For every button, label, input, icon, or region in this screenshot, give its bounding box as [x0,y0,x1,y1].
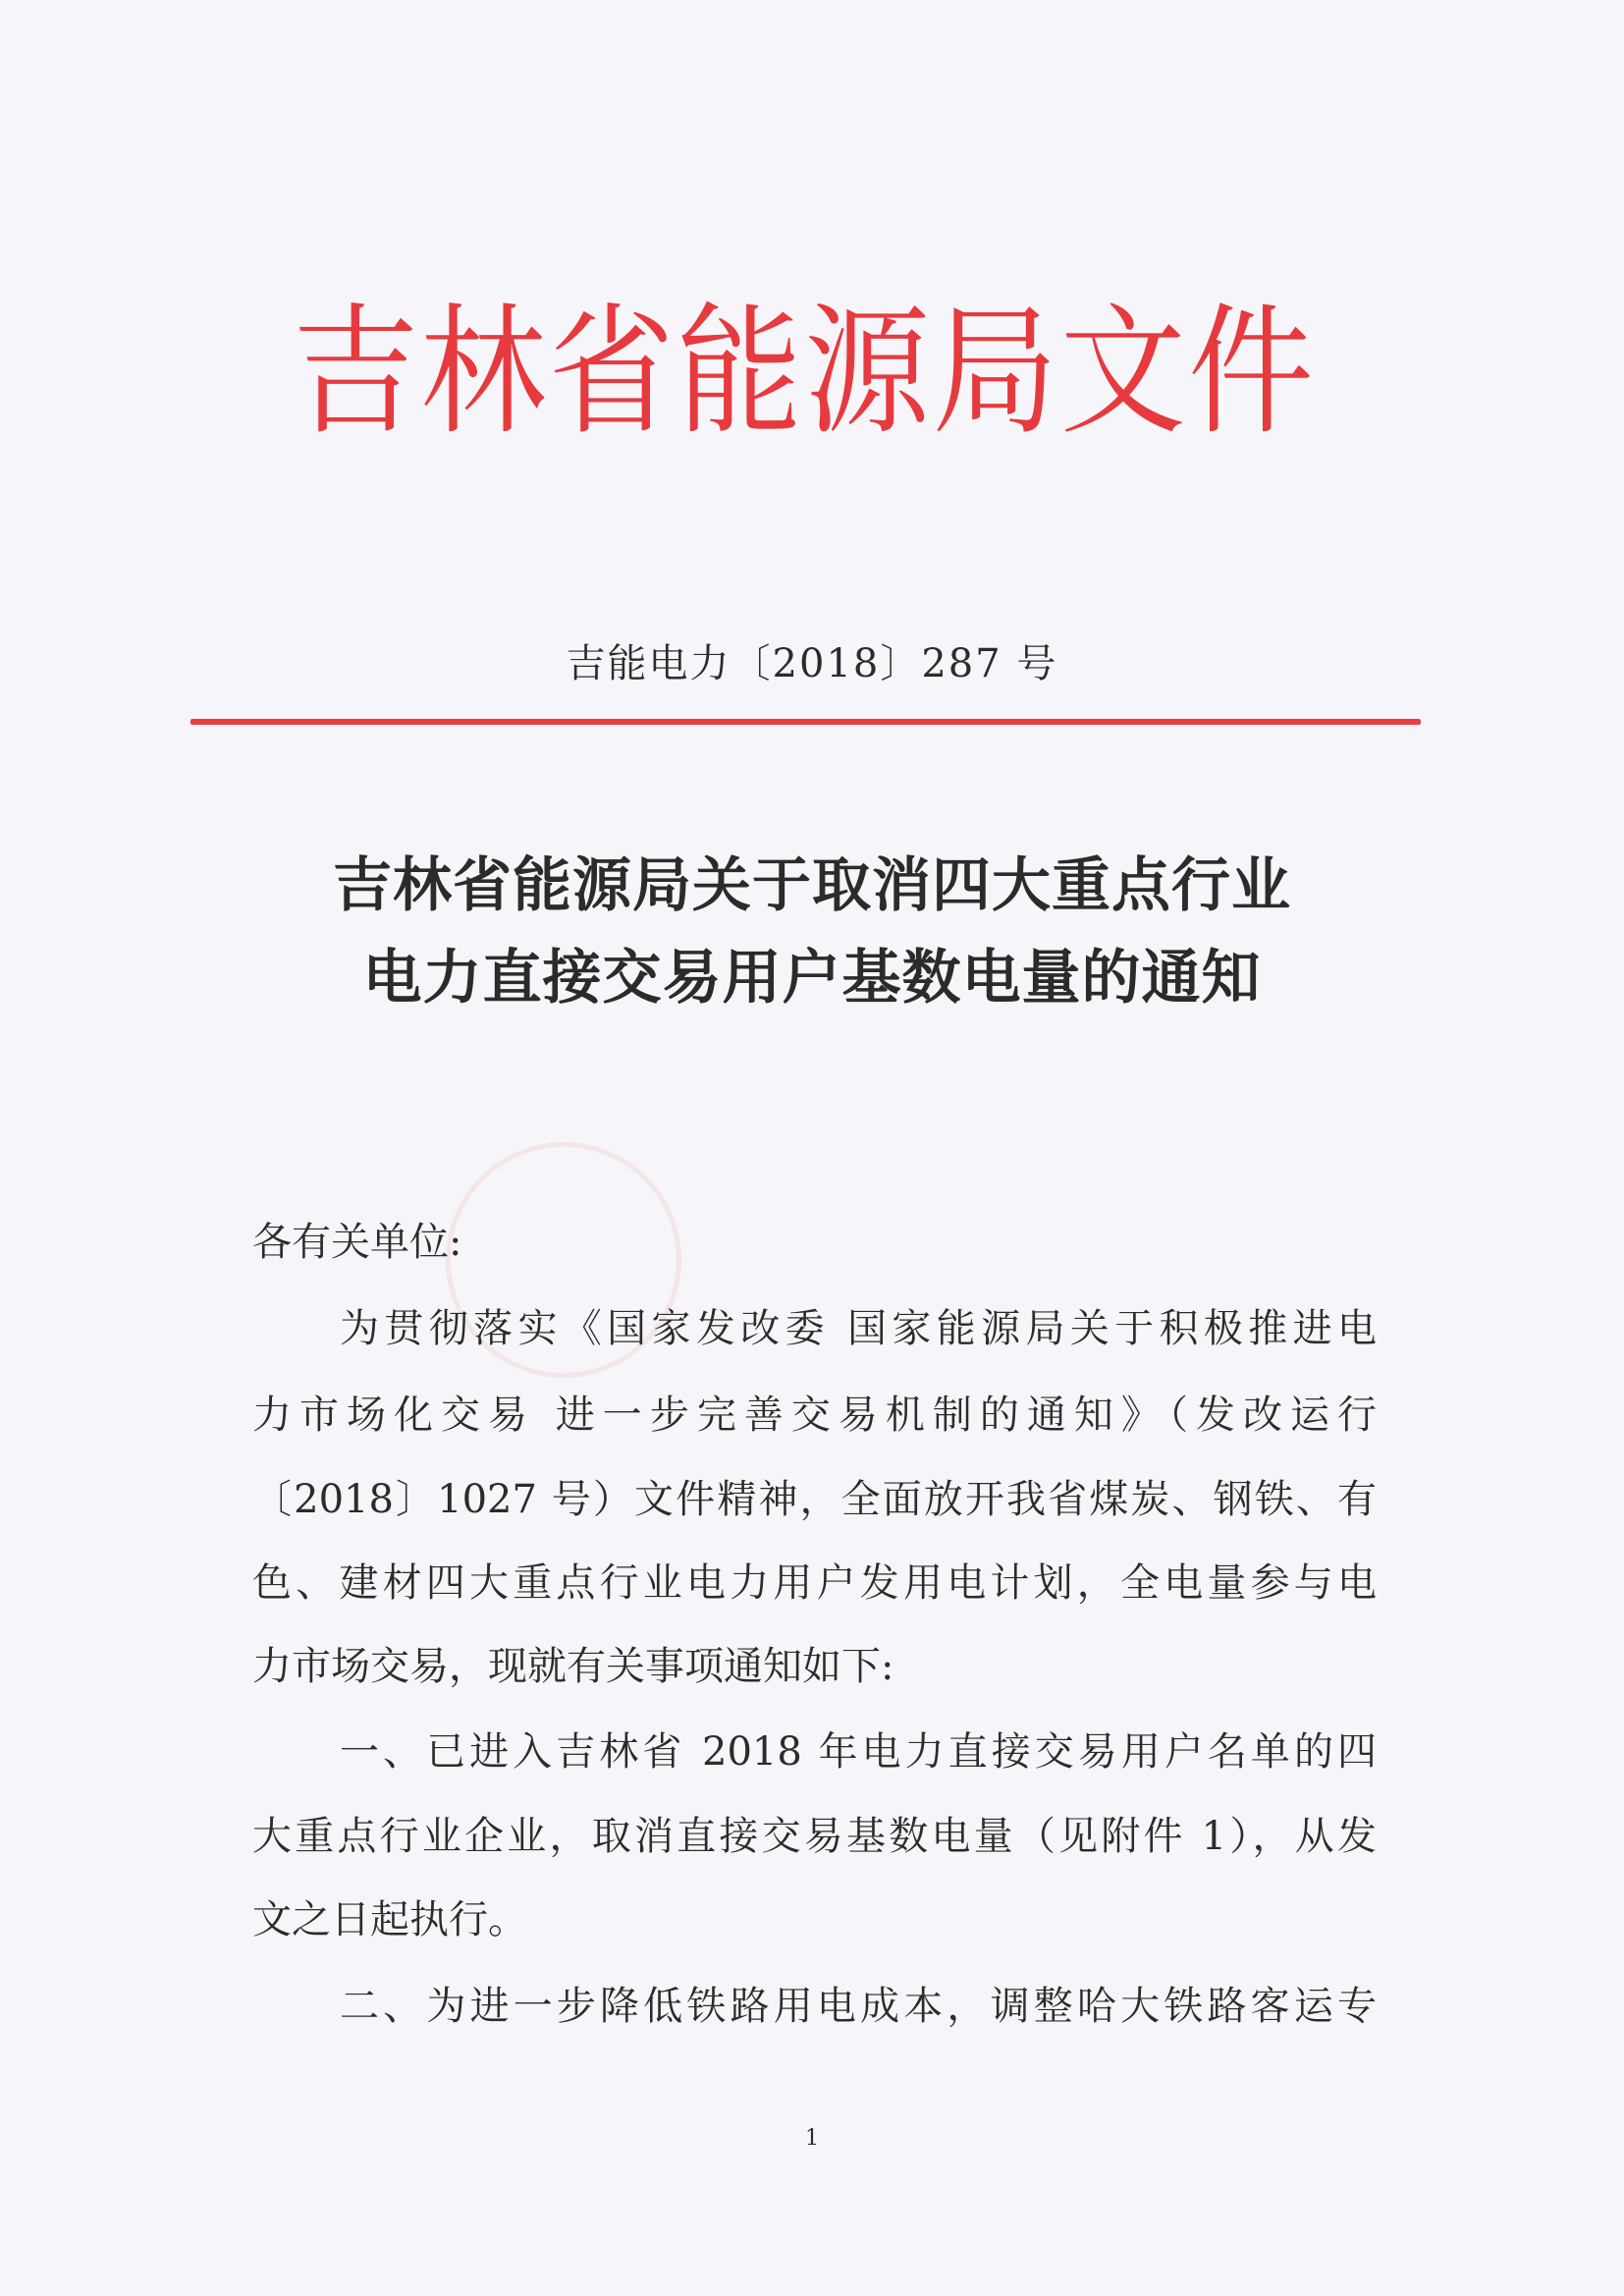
body-line: 为贯彻落实《国家发改委 国家能源局关于积极推进电 [340,1306,1377,1351]
issuer-header-title: 吉林省能源局文件 [293,291,1314,455]
document-number: 吉能电力〔2018〕287 号 [566,641,1058,686]
body-line: 一、已进入吉林省 2018 年电力直接交易用户名单的四 [340,1729,1377,1775]
salutation: 各有关单位: [252,1220,462,1265]
notice-title-line-2: 电力直接交易用户基数电量的通知 [362,944,1262,1012]
page-number: 1 [805,2126,819,2151]
body-line: 色、建材四大重点行业电力用户发用电计划，全电量参与电 [252,1560,1377,1606]
notice-title-line-1: 吉林省能源局关于取消四大重点行业 [333,851,1291,920]
body-line: 大重点行业企业，取消直接交易基数电量（见附件 1），从发 [252,1814,1377,1859]
red-divider-rule [190,719,1421,725]
body-line: 文之日起执行。 [252,1897,527,1942]
body-line: 二、为进一步降低铁路用电成本，调整哈大铁路客运专 [340,1984,1377,2029]
body-line: 〔2018〕1027 号）文件精神，全面放开我省煤炭、钢铁、有 [252,1477,1377,1522]
body-line: 力市场交易，现就有关事项通知如下: [252,1644,894,1689]
body-line: 力市场化交易 进一步完善交易机制的通知》（发改运行 [252,1393,1377,1438]
